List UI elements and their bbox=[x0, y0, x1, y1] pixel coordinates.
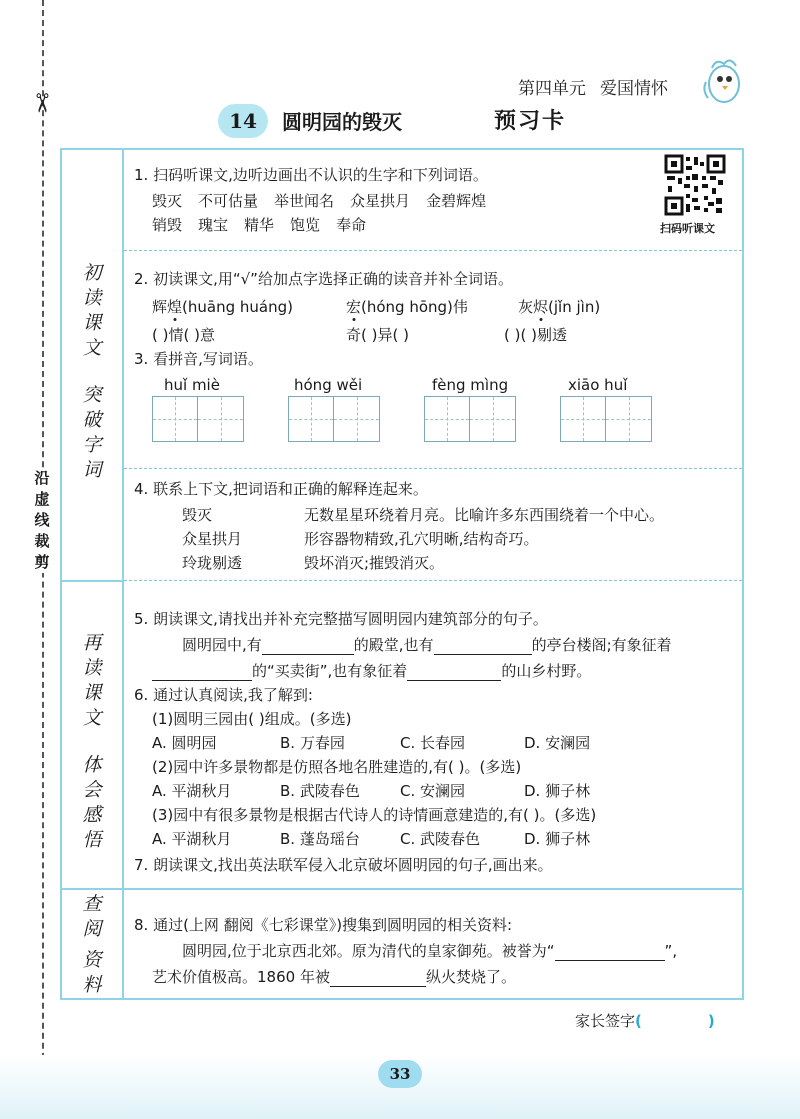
q2-word-3: 灰烬(jǐn jìn) bbox=[518, 298, 601, 316]
unit-name: 第四单元 bbox=[518, 79, 586, 99]
word: 毁灭 bbox=[152, 192, 183, 210]
word: 精华 bbox=[244, 216, 275, 234]
question-2: 2. 初读课文,用“√”给加点字选择正确的读音并补全词语。 bbox=[134, 270, 513, 288]
section-label-research: 查 阅 资 料 bbox=[82, 893, 102, 996]
q2-fill-1[interactable]: ( )情( )意 bbox=[152, 326, 215, 344]
writing-grid[interactable] bbox=[560, 396, 652, 442]
word: 销毁 bbox=[152, 216, 183, 234]
q2-word-2: 宏(hóng hōng)伟 bbox=[346, 298, 468, 316]
match-meaning[interactable]: 毁坏消灭;摧毁消灭。 bbox=[304, 554, 445, 572]
question-3: 3. 看拼音,写词语。 bbox=[134, 350, 263, 368]
option[interactable]: D. 安澜园 bbox=[524, 734, 591, 752]
option[interactable]: A. 平湖秋月 bbox=[152, 782, 232, 800]
pinyin-label: hóng wěi bbox=[294, 376, 363, 394]
option[interactable]: B. 蓬岛瑶台 bbox=[280, 830, 360, 848]
q2-fill-2[interactable]: 奇( )异( ) bbox=[346, 326, 409, 344]
card-label: 预习卡 bbox=[494, 109, 567, 134]
lesson-number: 14 bbox=[218, 104, 268, 138]
pinyin-label: xiāo huǐ bbox=[568, 376, 628, 394]
question-8: 8. 通过(上网 翻阅《七彩课堂》)搜集到圆明园的相关资料: bbox=[134, 916, 513, 934]
bird-mascot-icon bbox=[698, 52, 746, 110]
q6-sub-3: (3)园中有很多景物是根据古代诗人的诗情画意建造的,有( )。(多选) bbox=[152, 806, 597, 824]
dotted-char: 煌 bbox=[167, 298, 183, 316]
answer-blank[interactable] bbox=[152, 680, 252, 681]
lesson-title: 圆明园的毁灭 bbox=[282, 110, 402, 134]
writing-grid[interactable] bbox=[424, 396, 516, 442]
dotted-char: 烬 bbox=[533, 298, 549, 316]
pinyin-label: huǐ miè bbox=[164, 376, 220, 394]
q1-word-list-1 bbox=[152, 190, 502, 211]
option[interactable]: C. 安澜园 bbox=[400, 782, 466, 800]
dashed-divider bbox=[124, 580, 742, 581]
section-label-first-reading: 初 读 课 文 突 破 字 词 bbox=[82, 262, 102, 481]
scissors-icon: ✂ bbox=[25, 92, 56, 114]
word: 瑰宝 bbox=[198, 216, 229, 234]
page-number: 33 bbox=[378, 1060, 422, 1088]
pinyin-label: fèng mìng bbox=[432, 376, 509, 394]
qr-label: 扫码听课文 bbox=[660, 222, 715, 235]
q6-sub-2: (2)园中许多景物都是仿照各地名胜建造的,有( )。(多选) bbox=[152, 758, 522, 776]
answer-blank[interactable] bbox=[330, 986, 426, 987]
word: 饱览 bbox=[290, 216, 321, 234]
question-5: 5. 朗读课文,请找出并补充完整描写圆明园内建筑部分的句子。 bbox=[134, 610, 548, 628]
question-6: 6. 通过认真阅读,我了解到: bbox=[134, 686, 313, 704]
question-4: 4. 联系上下文,把词语和正确的解释连起来。 bbox=[134, 480, 428, 498]
unit-header bbox=[518, 74, 682, 99]
question-1: 1. 扫码听课文,边听边画出不认识的生字和下列词语。 bbox=[134, 166, 488, 184]
answer-blank[interactable] bbox=[434, 654, 532, 655]
word: 金碧辉煌 bbox=[426, 192, 487, 210]
option[interactable]: C. 武陵春色 bbox=[400, 830, 481, 848]
match-word[interactable]: 玲珑剔透 bbox=[182, 554, 243, 572]
dashed-divider bbox=[124, 250, 742, 251]
answer-blank[interactable] bbox=[407, 680, 501, 681]
section-divider bbox=[62, 888, 742, 890]
q1-word-list-2 bbox=[152, 214, 382, 235]
section-sidebar bbox=[62, 150, 124, 998]
q8-line-1: 圆明园,位于北京西北郊。原为清代的皇家御苑。被誉为“ ”, bbox=[182, 942, 678, 960]
answer-blank[interactable] bbox=[555, 960, 665, 961]
section-label-second-reading: 再 读 课 文 体 会 感 悟 bbox=[82, 632, 102, 851]
option[interactable]: D. 狮子林 bbox=[524, 830, 591, 848]
match-word[interactable]: 毁灭 bbox=[182, 506, 213, 524]
dashed-divider bbox=[124, 468, 742, 469]
question-7: 7. 朗读课文,找出英法联军侵入北京破坏圆明园的句子,画出来。 bbox=[134, 856, 553, 874]
q2-fill-3[interactable]: ( )( )剔透 bbox=[504, 326, 567, 344]
unit-theme: 爱国情怀 bbox=[600, 79, 668, 99]
q6-sub-1: (1)圆明三园由( )组成。(多选) bbox=[152, 710, 352, 728]
word: 奉命 bbox=[336, 216, 367, 234]
match-word[interactable]: 众星拱月 bbox=[182, 530, 243, 548]
q8-line-2: 艺术价值极高。1860 年被 纵火焚烧了。 bbox=[152, 968, 516, 986]
word: 不可估量 bbox=[198, 192, 259, 210]
q5-line-1: 圆明园中,有 的殿堂,也有 的亭台楼阁;有象征着 bbox=[182, 636, 672, 654]
match-meaning[interactable]: 形容器物精致,孔穴明晰,结构奇巧。 bbox=[304, 530, 539, 548]
q2-word-1: 辉煌(huāng huáng) bbox=[152, 298, 293, 316]
option[interactable]: D. 狮子林 bbox=[524, 782, 591, 800]
option[interactable]: A. 平湖秋月 bbox=[152, 830, 232, 848]
match-meaning[interactable]: 无数星星环绕着月亮。比喻许多东西围绕着一个中心。 bbox=[304, 506, 665, 524]
option[interactable]: A. 圆明园 bbox=[152, 734, 217, 752]
option[interactable]: B. 万春园 bbox=[280, 734, 345, 752]
option[interactable]: C. 长春园 bbox=[400, 734, 466, 752]
cut-label: 沿 虚 线 裁 剪 bbox=[31, 468, 53, 573]
word: 举世闻名 bbox=[274, 192, 335, 210]
parent-signature: 家长签字( ) bbox=[575, 1012, 715, 1030]
option[interactable]: B. 武陵春色 bbox=[280, 782, 360, 800]
qr-code-icon bbox=[664, 154, 726, 216]
section-divider bbox=[62, 580, 124, 582]
dotted-char: 宏 bbox=[346, 298, 362, 316]
answer-blank[interactable] bbox=[262, 654, 354, 655]
q5-line-2: 的“买卖街”,也有象征着 的山乡村野。 bbox=[152, 660, 591, 681]
writing-grid[interactable] bbox=[288, 396, 380, 442]
word: 众星拱月 bbox=[350, 192, 411, 210]
writing-grid[interactable] bbox=[152, 396, 244, 442]
